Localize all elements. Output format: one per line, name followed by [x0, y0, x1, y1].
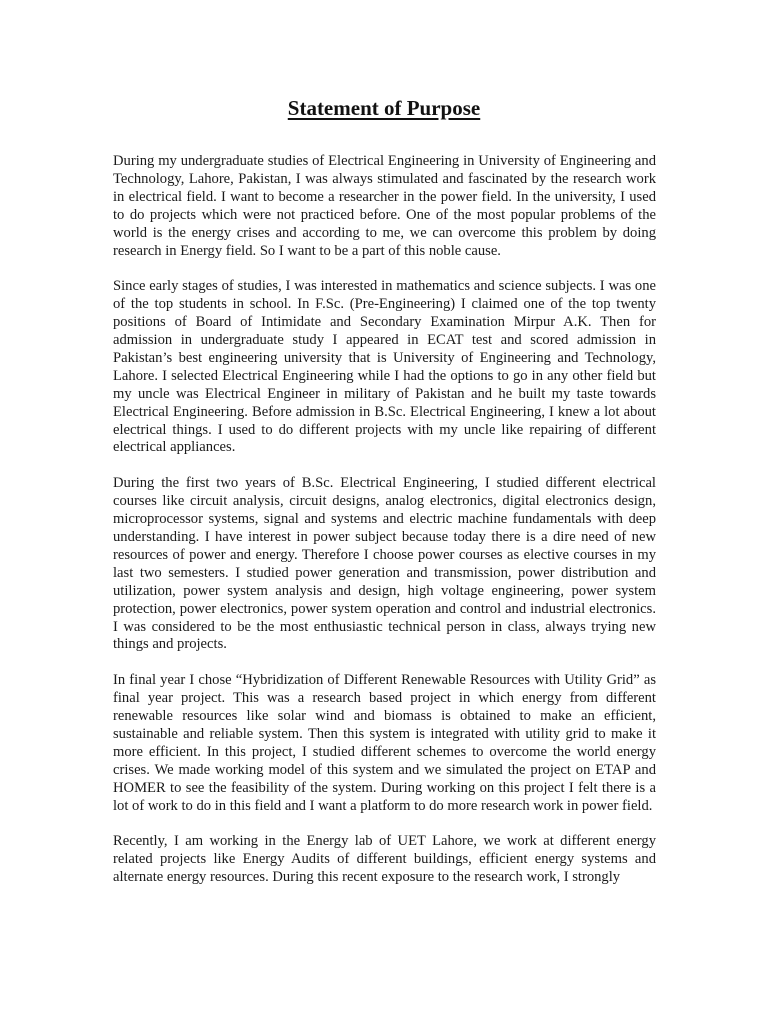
page-title: Statement of Purpose	[287, 96, 481, 120]
paragraph-final-year-project: In final year I chose “Hybridization of Different Renewable Resources with Utility Grid” as final year project. This was a research based project in which energy from different renewable resources like solar wind and biomass is obtained to make an efficient, sustainable and reliable system. Then this system is integrated with utility grid to make it more efficient. In this project, I studied different schemes to overcome the world energy crises. We made working model of this system and we simulated the project on ETAP and HOMER to see the feasibility of the system. During working on this project I felt there is a lot of work to do in this field and I want a platform to do more research work in power field.	[113, 672, 656, 814]
paragraph-energy-lab: Recently, I am working in the Energy lab of UET Lahore, we work at different energy related projects like Energy Audits of different buildings, efficient energy systems and alternate energy resources. During this recent exposure to the research work, I strongly	[113, 833, 656, 886]
document-body	[113, 153, 656, 905]
paragraph-undergraduate-studies: During my undergraduate studies of Electrical Engineering in University of Engineering and Technology, Lahore, Pakistan, I was always stimulated and fascinated by the research work in electrical field. I want to become a researcher in the power field. In the university, I used to do projects which were not practiced before. One of the most popular problems of the world is the energy crises and according to me, we can overcome this problem by doing research in Energy field. So I want to be a part of this noble cause.	[113, 153, 656, 259]
paragraph-early-studies: Since early stages of studies, I was interested in mathematics and science subjects. I was one of the top students in school. In F.Sc. (Pre-Engineering) I claimed one of the top twenty positions of Board of Intimidate and Secondary Examination Mirpur A.K. Then for admission in undergraduate study I appeared in ECAT test and scored admission in Pakistan’s best engineering university that is University of Engineering and Technology, Lahore. I selected Electrical Engineering while I had the options to go in any other field but my uncle was Electrical Engineer in military of Pakistan and he built my taste towards Electrical Engineering. Before admission in B.Sc. Electrical Engineering, I knew a lot about electrical things. I used to do different projects with my uncle like repairing of different electrical appliances.	[113, 278, 656, 456]
paragraph-coursework: During the first two years of B.Sc. Electrical Engineering, I studied different electrical courses like circuit analysis, circuit designs, analog electronics, digital electronics design, microprocessor systems, signal and systems and electric machine fundamentals with deep understanding. I have interest in power subject because today there is a dire need of new resources of power and energy. Therefore I choose power courses as elective courses in my last two semesters. I studied power generation and transmission, power distribution and utilization, power system analysis and design, high voltage engineering, power system protection, power electronics, power system operation and control and industrial electronics. I was considered to be the most enthusiastic technical person in class, always trying new things and projects.	[113, 475, 656, 653]
